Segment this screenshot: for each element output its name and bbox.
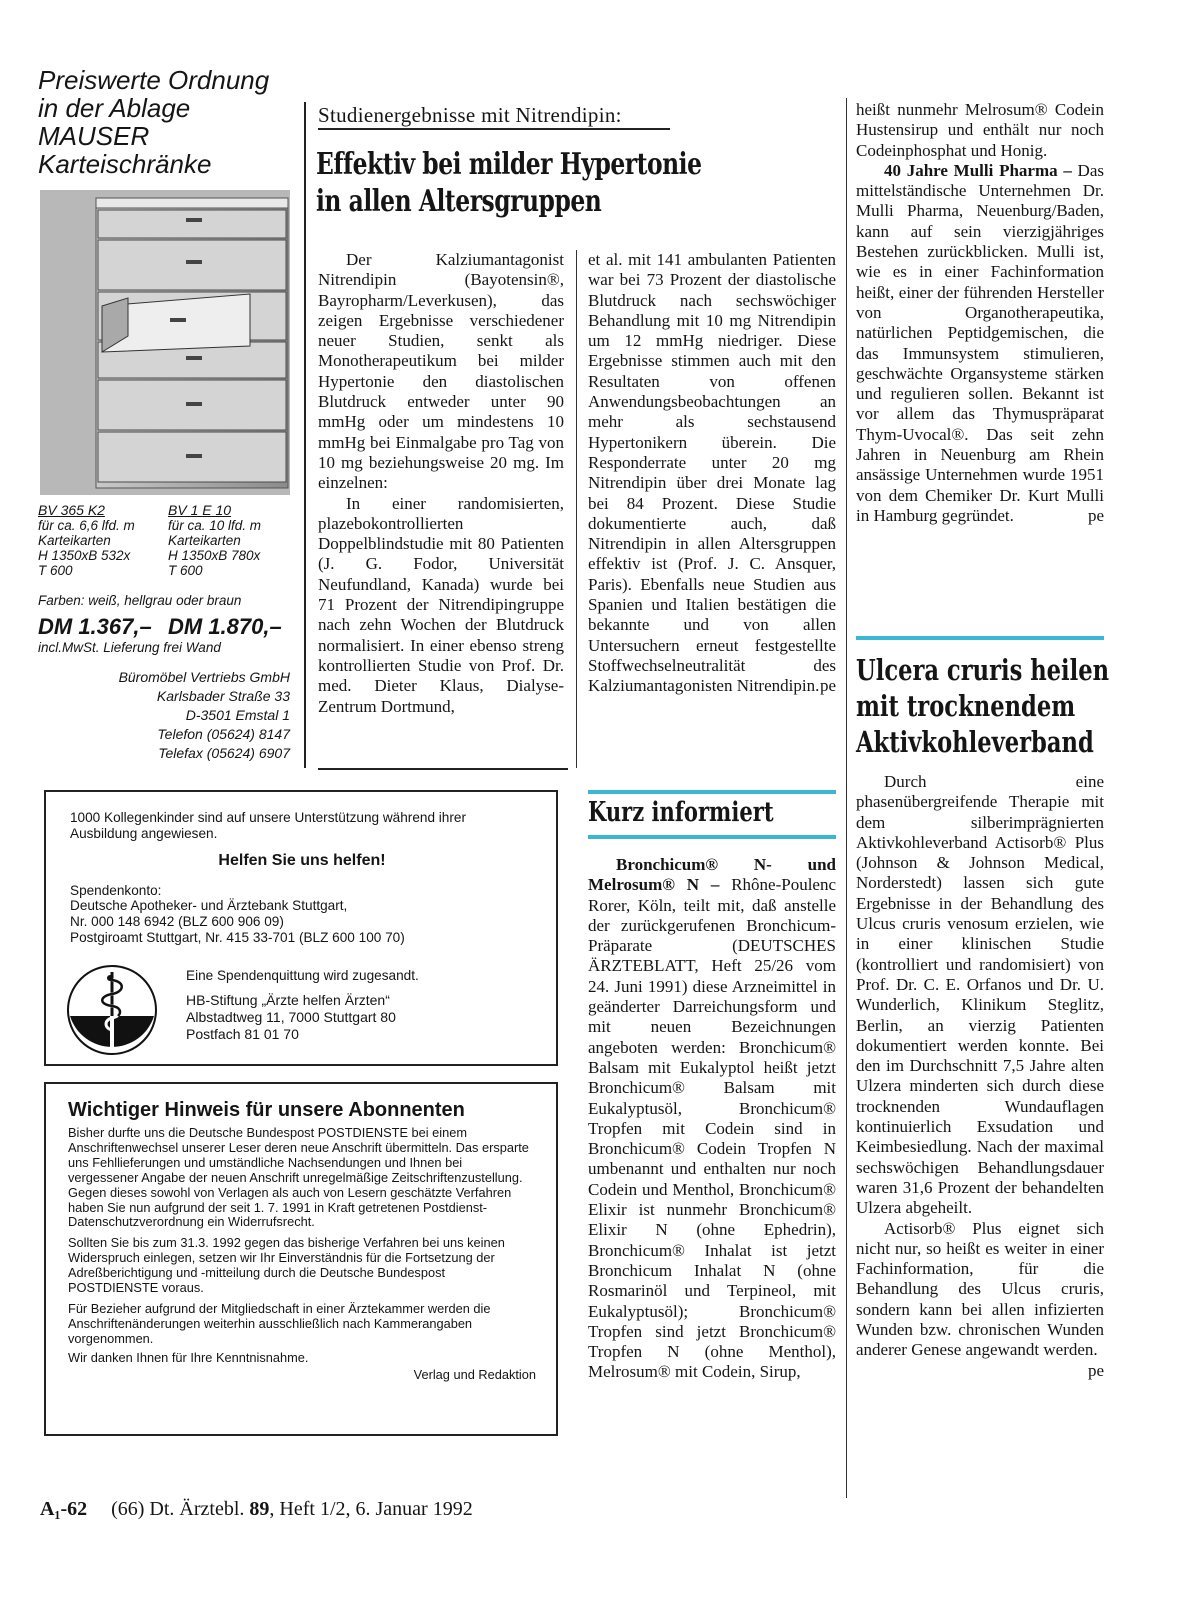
author-signature: pe — [1087, 505, 1104, 525]
article-title — [856, 652, 1109, 760]
notice-signoff: Verlag und Redaktion — [413, 1366, 536, 1382]
notice-heading: Wichtiger Hinweis für unsere Abonnenten — [68, 1099, 465, 1121]
charity-box — [44, 790, 558, 1066]
model-depth: T 600 — [38, 563, 73, 578]
address-line: Telefax (05624) 6907 — [158, 745, 290, 761]
model-code: BV 365 K2 — [38, 502, 105, 518]
paragraph-text: et al. mit 141 ambulanten Patienten war bei 73 Prozent der diastolische Blutdruck nach sechswöchiger Behandlung mit 10 mg Nitrendipin um 12 mmHg niedriger. Diese Ergebnisse stimmen auch mit den Resultaten von offenen Anwendungsbeobachtungen an mehr als sechstausend Hypertonikern überein. Die Responderrate unter 20 mg Nitrendipin über drei Monate lag bei 84 Prozent. Diese Studie dokumentierte auch, daß Nitrendipin in allen Altersgruppen effektiv ist (Prof. J. C. Ansquer, Paris). Ebenfalls neue Studien aus Spanien und Italien bestätigen die bekannte und von allen Untersuchern erneut festgestellte Stoffwechselneutralität des Kalziumantagonisten Nitrendipin. — [588, 250, 836, 696]
ad-headline — [38, 66, 298, 178]
ad-price-note: incl.MwSt. Lieferung frei Wand — [38, 640, 221, 655]
paragraph: In einer randomisierten, plazebokontrollierten Doppelblindstudie mit 80 Patienten (J. G. Fodor, Universität Neufundland, Kanada) wurde bei 71 Prozent der Nitrendipingruppe nach zehn Wochen der Blutdruck normalisiert. In einer ebenso streng kontrollierten Studie von Prof. Dr. med. Dieter Klaus, Dialyse-Zentrum Dortmund, — [318, 493, 564, 716]
ad-headline-line: MAUSER — [38, 121, 150, 151]
notice-paragraph: Sollten Sie bis zum 31.3. 1992 gegen das bisherige Verfahren bei uns keinen Widerspruch einlegen, setzen wir Ihr Einverständnis für die Fortsetzung der Adreßberichtigung und -mitteilung durch die Deutsche Bundespost POSTDIENSTE voraus. — [68, 1235, 505, 1296]
paragraph-text: Das mittelständische Unternehmen Dr. Mulli Pharma, Neuenburg/Baden, kann auf sein vierzigjähriges Bestehen zurückblicken. Mulli ist, wie es in einer Fachinformation heißt, einer der führenden Hersteller von Organotherapeutika, natürlichen Peptidgemischen, die das Immunsystem stimulieren, geschwächte Organsysteme stärken und regulieren sollen. Bekannt ist vor allem das Thymuspräparat Thym-Uvocal®. Das seit zehn Jahren in Neuenburg am Rhein ansässige Unternehmen wurde 1951 von dem Chemiker Dr. Kurt Mulli in Hamburg gegründet. — [856, 160, 1104, 525]
ad-model-left — [38, 503, 168, 578]
account-line: Spendenkonto: — [70, 882, 162, 898]
column-divider — [576, 250, 577, 768]
charity-heading: Helfen Sie uns helfen! — [218, 852, 386, 870]
notice-paragraph: Wir danken Ihnen für Ihre Kenntnisnahme. — [68, 1349, 309, 1365]
article-title-line: Effektiv bei milder Hypertonie — [316, 147, 702, 182]
article-column-1 — [318, 250, 564, 717]
model-dims: H 1350xB 532x — [38, 548, 131, 563]
model-cards: Karteikarten — [38, 533, 111, 548]
section-header: Kurz informiert — [588, 797, 774, 828]
paragraph — [856, 1218, 1104, 1380]
charity-receipt: Eine Spendenquittung wird zugesandt. — [186, 968, 419, 983]
lead-bold: Bronchicum® N- und Melrosum® N – — [588, 855, 836, 895]
model-capacity: für ca. 6,6 lfd. m — [38, 518, 135, 533]
model-capacity: für ca. 10 lfd. m — [168, 518, 262, 533]
ad-model-right — [168, 503, 298, 578]
article-title-line: Aktivkohleverband — [856, 725, 1094, 759]
paragraph — [588, 250, 836, 697]
issue-date: , Heft 1/2, 6. Januar 1992 — [269, 1498, 473, 1520]
charity-intro: 1000 Kollegenkinder sind auf unsere Unterstützung während ihrer Ausbildung angewiesen. — [70, 810, 466, 841]
paragraph: Durch eine phasenübergreifende Therapie mit dem silberimprägnierten Aktivkohleverband Actisorb® Plus (Johnson & Johnson Medical, Norderstedt) lassen sich gute Ergebnisse in der Behandlung des Ulcus cruris venosum erzielen, wie in einer klinischen Studie (kontrolliert und randomisiert) von Prof. Dr. C. E. Orfanos und Dr. U. Wunderlich, Klinikum Steglitz, Berlin, an vierzig Patienten dokumentiert werden konnte. Bei den im Durchschnitt 7,5 Jahre alten Ulzera minderten sich durch diese trocknenden Wundauflagen kontinuierlich Exsudation und Keimbesiedlung. Nach der maximal sechswöchigen Behandlungsdauer waren 31,6 Prozent der behandelten Ulzera abgeheilt. — [856, 772, 1104, 1218]
article-column-2 — [588, 250, 836, 697]
ad-price-right: DM 1.870,– — [168, 614, 282, 639]
charity-account — [70, 883, 534, 945]
account-line: Deutsche Apotheker- und Ärztebank Stuttgart, — [70, 898, 348, 914]
paragraph: Der Kalziumantagonist Nitrendipin (Bayotensin®, Bayropharm/Leverkusen), das zeigen Ergebnisse verschiedener neuer Studien, senkt als Monotherapeutikum bei milder Hypertonie den diastolischen Blutdruck entweder unter 90 mmHg oder um mindestens 10 mmHg bei Einmalgabe pro Tag von 10 mg beziehungsweise 20 mg. Im einzelnen: — [318, 250, 564, 493]
ad-address — [60, 668, 290, 763]
model-code: BV 1 E 10 — [168, 502, 232, 518]
page-footer — [40, 1498, 473, 1521]
notice-paragraph: Bisher durfte uns die Deutsche Bundespost POSTDIENSTE bei einem Anschriftenwechsel unserer Leser deren neue Anschrift übermitteln. Das ersparte uns Fehllieferungen und umständliche Nachsendungen und Ihnen bei vergessener Angabe der neuen Anschrift unregelmäßige Zeitschriftenzustellung. Gegen dieses sowohl von Verlagen als auch von Lesern geschätzte Verfahren haben Sie nun aufgrund der seit 1. 7. 1991 in Kraft getretenen Postdienst-Datenschutzverordnung ein Widerrufsrecht. — [68, 1125, 529, 1230]
charity-address — [186, 992, 396, 1043]
address-line: Telefon (05624) 8147 — [157, 726, 290, 742]
issue-ref: (66) Dt. Ärztebl. — [111, 1498, 245, 1520]
address-line: Büromöbel Vertriebs GmbH — [118, 669, 290, 685]
article-end-rule — [318, 768, 568, 770]
article-kicker: Studienergebnisse mit Nitrendipin: — [318, 103, 622, 127]
address-line: Postfach 81 01 70 — [186, 1026, 299, 1042]
author-signature: pe — [819, 676, 836, 696]
kicker-underline — [318, 128, 670, 130]
kurz-column-1 — [588, 855, 836, 1383]
article-title-line: Ulcera cruris heilen — [856, 653, 1110, 687]
account-line: Postgiroamt Stuttgart, Nr. 415 33-701 (BLZ 600 100 70) — [70, 929, 405, 945]
article-title — [316, 146, 702, 220]
caduceus-logo-icon — [66, 964, 158, 1056]
model-dims: H 1350xB 780x — [168, 548, 261, 563]
article-title-line: in allen Altersgruppen — [316, 184, 602, 219]
ad-price-left: DM 1.367,– — [38, 614, 152, 639]
ad-headline-line: Karteischränke — [38, 149, 212, 179]
section-rule-top — [588, 790, 836, 794]
notice-paragraph: Für Bezieher aufgrund der Mitgliedschaft in einer Ärztekammer werden die Anschriftenänderungen weiterhin ausschließlich nach Kammerangaben vorgenommen. — [68, 1300, 491, 1346]
address-line: Albstadtweg 11, 7000 Stuttgart 80 — [186, 1009, 396, 1025]
ad-headline-line: Preiswerte Ordnung — [38, 65, 270, 95]
author-signature: pe — [1087, 1360, 1104, 1380]
paragraph — [856, 161, 1104, 526]
ulcera-column — [856, 772, 1104, 1381]
ad-colors: Farben: weiß, hellgrau oder braun — [38, 593, 242, 608]
paragraph-text: Actisorb® Plus eignet sich nicht nur, so heißt es weiter in einer Fachinformation, für die Behandlung des Ulcus cruris, sondern kann bei allen infizierten Wunden bzw. chronischen Wunden anderer Genese angewandt werden. — [856, 1218, 1104, 1360]
account-line: Nr. 000 148 6942 (BLZ 600 906 09) — [70, 913, 284, 929]
model-depth: T 600 — [168, 563, 203, 578]
paragraph — [588, 855, 836, 1383]
filing-cabinet-image — [40, 190, 290, 495]
column-divider — [846, 98, 847, 1498]
paragraph: heißt nunmehr Melrosum® Codein Hustensirup und enthält nur noch Codeinphosphat und Honig. — [856, 100, 1104, 160]
address-line: D-3501 Emstal 1 — [185, 707, 290, 723]
section-rule-top — [856, 636, 1104, 640]
paragraph-text: Rhône-Poulenc Rorer, Köln, teilt mit, daß anstelle der zurückgerufenen Bronchicum-Präparate (DEUTSCHES ÄRZTEBLATT, Heft 25/26 vom 24. Juni 1991) diese Arzneimittel in geänderter Darreichungsform und mit neuen Bezeichnungen angeboten werden: Bronchicum® Balsam mit Eukalyptol heißt jetzt Bronchicum® Balsam mit Eukalyptusöl, Bronchicum® Tropfen mit Codein sind in Bronchicum® Codein Tropfen N umbenannt und enthalten nur noch Codein und Menthol, Bronchicum® Elixir ist nunmehr Bronchicum® Elixir N (ohne Ephedrin), Bronchicum® Inhalat ist jetzt Bronchicum Inhalat N (ohne Rosmarinöl und Terpineol, mit Eukalyptusöl); Bronchicum® Tropfen sind jetzt Bronchicum® Tropfen N (ohne Menthol), Melrosum® mit Codein, Sirup, — [588, 875, 837, 1382]
address-line: Karlsbader Straße 33 — [156, 688, 290, 704]
notice-box — [44, 1082, 558, 1436]
address-line: HB-Stiftung „Ärzte helfen Ärzten“ — [186, 992, 390, 1008]
page-id: A₁-62 — [40, 1498, 88, 1520]
article-title-line: mit trocknendem — [856, 689, 1076, 723]
section-rule-bottom — [588, 835, 836, 839]
volume-number: 89 — [249, 1498, 270, 1520]
ad-headline-line: in der Ablage — [38, 93, 191, 123]
kicker-rule-left — [304, 102, 306, 768]
lead-bold: 40 Jahre Mulli Pharma – — [884, 160, 1072, 180]
model-cards: Karteikarten — [168, 533, 241, 548]
kurz-column-2 — [856, 100, 1104, 526]
